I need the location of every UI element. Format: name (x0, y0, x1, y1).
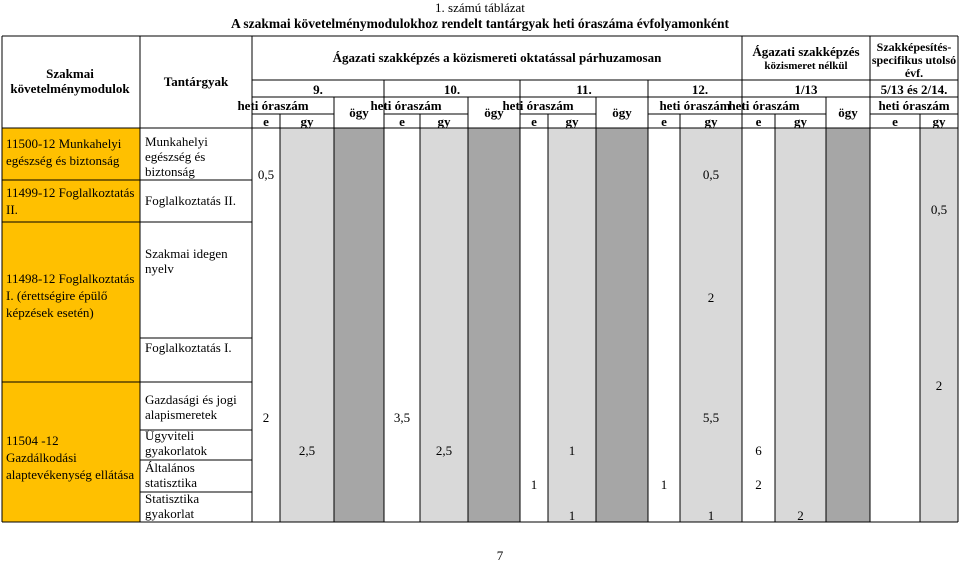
subject-name: Gazdasági és jogi (145, 392, 237, 407)
grade-label: 11. (576, 82, 592, 97)
hours-value: 1 (568, 443, 576, 458)
grade-label: 5/13 és 2/14. (880, 82, 948, 97)
hours-value: 1 (660, 477, 668, 492)
shaded-column (596, 128, 648, 522)
shaded-column (920, 128, 958, 522)
hours-value: 2,5 (435, 443, 453, 458)
subject-name: statisztika (145, 475, 197, 490)
shaded-column (420, 128, 468, 522)
shaded-column (775, 128, 826, 522)
gy-label: gy (437, 114, 451, 129)
e-label: e (531, 114, 537, 129)
hours-value: 3,5 (393, 410, 411, 425)
hours-value: 1 (568, 508, 576, 523)
shaded-column (280, 128, 334, 522)
hours-value: 0,5 (930, 202, 948, 217)
ogy-label: ögy (349, 105, 369, 120)
weekly-hours-label: heti óraszám (728, 98, 800, 113)
subject-name: Statisztika (145, 491, 200, 506)
subject-name: Munkahelyi (145, 134, 208, 149)
weekly-hours-label: heti óraszám (502, 98, 574, 113)
module-name: képzések esetén) (6, 305, 94, 320)
module-name: Gazdálkodási (6, 450, 77, 465)
gy-label: gy (300, 114, 314, 129)
col-modules-label: Szakmai (46, 66, 94, 81)
table-caption: 1. számú táblázat (435, 0, 525, 15)
e-label: e (755, 114, 762, 129)
hours-value: 2 (262, 410, 270, 425)
e-label: e (263, 114, 269, 129)
page-number: 7 (496, 548, 504, 563)
subject-name: Szakmai idegen (145, 246, 228, 261)
subject-name: Foglalkoztatás II. (145, 193, 236, 208)
ogy-label: ögy (484, 105, 504, 120)
e-label: e (399, 114, 405, 129)
col-subjects-label: Tantárgyak (163, 74, 229, 89)
shaded-column (468, 128, 520, 522)
hours-value: 2 (797, 508, 804, 523)
shaded-column (680, 128, 742, 522)
hours-value: 2,5 (298, 443, 316, 458)
hours-value: 0,5 (702, 167, 720, 182)
module-name: 11504 -12 (6, 433, 59, 448)
subject-name: Általános (145, 460, 195, 475)
gy-label: gy (704, 114, 718, 129)
col-modules-label: követelménymodulok (10, 81, 130, 96)
shaded-column (826, 128, 870, 522)
module-name: alaptevékenység ellátása (6, 467, 135, 482)
grade-label: 1/13 (794, 82, 818, 97)
subject-name: egészség és (145, 149, 206, 164)
hours-value: 1 (530, 477, 538, 492)
hours-value: 1 (707, 508, 715, 523)
hours-value: 2 (935, 378, 943, 393)
subject-name: alapismeretek (145, 407, 218, 422)
group-specific-label: évf. (904, 66, 924, 80)
group-parallel-label: Ágazati szakképzés a közismereti oktatással párhuzamosan (332, 50, 662, 65)
ogy-label: ögy (612, 105, 632, 120)
grade-label: 12. (691, 82, 709, 97)
e-label: e (892, 114, 898, 129)
module-name: egészség és biztonság (6, 153, 120, 168)
shaded-column (334, 128, 384, 522)
hours-value: 2 (755, 477, 762, 492)
gy-label: gy (932, 114, 946, 129)
module-name: 11498-12 Foglalkoztatás (6, 271, 135, 286)
e-label: e (661, 114, 667, 129)
module-name: 11500-12 Munkahelyi (6, 136, 122, 151)
group-no-gen-label: közismeret nélkül (764, 60, 848, 72)
table-heading: A szakmai követelménymodulokhoz rendelt tantárgyak heti óraszáma évfolyamonként (230, 16, 730, 31)
ogy-label: ögy (838, 105, 858, 120)
gy-label: gy (794, 114, 807, 129)
weekly-hours-label: heti óraszám (878, 98, 950, 113)
group-specific-label: specifikus utolsó (871, 53, 957, 67)
subject-name: gyakorlatok (145, 443, 208, 458)
hours-value: 6 (755, 443, 762, 458)
subject-name: gyakorlat (145, 506, 195, 521)
subject-name: Ügyviteli (145, 428, 195, 443)
shaded-column (548, 128, 596, 522)
hours-value: 5,5 (702, 410, 720, 425)
weekly-hours-label: heti óraszám (659, 98, 731, 113)
module-name: 11499-12 Foglalkoztatás (6, 185, 135, 200)
module-name: II. (6, 202, 18, 217)
weekly-hours-label: heti óraszám (237, 98, 309, 113)
group-specific-label: Szakképesítés- (876, 40, 952, 54)
group-no-gen-label: Ágazati szakképzés (752, 44, 860, 59)
grade-label: 10. (443, 82, 461, 97)
weekly-hours-label: heti óraszám (370, 98, 442, 113)
module-name: I. (érettségire épülő (6, 288, 108, 303)
grade-label: 9. (313, 82, 323, 97)
subject-name: nyelv (145, 261, 174, 276)
subject-name: biztonság (145, 164, 195, 179)
subject-name: Foglalkoztatás I. (145, 340, 232, 355)
gy-label: gy (565, 114, 579, 129)
hours-value: 2 (707, 290, 715, 305)
hours-value: 0,5 (257, 167, 275, 182)
